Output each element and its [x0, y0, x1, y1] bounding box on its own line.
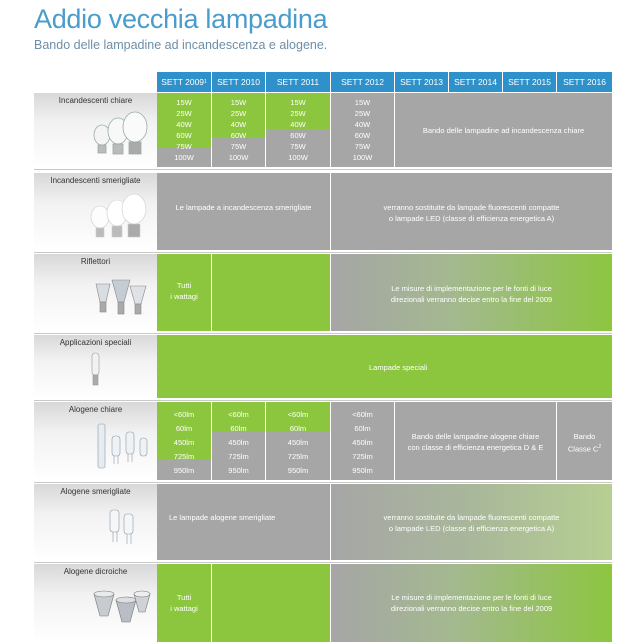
wattagi-text: i wattagi [170, 292, 198, 301]
value: 100W [228, 153, 249, 162]
ban-text-1: Bando delle lampadine alogene chiare [411, 432, 540, 441]
row-label-incandescenti-smerigliate [34, 173, 157, 250]
header-sett-2009 [157, 72, 211, 92]
value: 100W [174, 153, 194, 162]
misure-text-2: direzionali verranno decise entro la fine del 2009 [390, 604, 553, 613]
page-title: Addio vecchia lampadina [34, 4, 328, 34]
cell-lampade-speciali [157, 335, 612, 398]
reflector-bulbs-icon [34, 254, 157, 331]
cell-ban-alogene-chiare [395, 402, 556, 480]
special-bulb-icon [34, 335, 157, 398]
row-label-incandescenti-chiare [34, 93, 157, 167]
header-sett-2010: SETT 2010 [212, 72, 265, 92]
value: 450lm [352, 438, 373, 447]
value: 60lm [289, 424, 307, 433]
header-sett-2015: SETT 2015 [503, 72, 556, 92]
classe-c-text [557, 442, 612, 455]
misure-text-2: direzionali verranno decise entro la fine del 2009 [390, 295, 553, 304]
cell-riflettori-green [212, 254, 330, 331]
value: 450lm [228, 438, 249, 447]
cell-2010-alogene-chiare [212, 402, 265, 480]
footnote-mark: 1 [204, 79, 207, 85]
value: 25W [354, 109, 371, 118]
value: 950lm [352, 466, 373, 475]
cell-2009-alogene-chiare [157, 402, 211, 480]
values-2009 [157, 97, 211, 163]
value: 40W [230, 120, 247, 129]
row-label-riflettori [34, 254, 157, 331]
cell-riflettori-tutti [157, 254, 211, 331]
cell-bando-classe-c [557, 402, 612, 480]
value: 725lm [173, 452, 195, 461]
cell-dicroiche-green [212, 564, 330, 642]
cell-2010-incandescenti-chiare [212, 93, 265, 167]
values-2011 [266, 97, 330, 163]
classe-c-label: Classe C [567, 444, 599, 454]
cell-2009-incandescenti-chiare [157, 93, 211, 167]
value: 725lm [352, 452, 373, 461]
tutti-text: Tutti [176, 281, 192, 290]
row-label-alogene-dicroiche [34, 564, 157, 642]
value: <60lm [287, 410, 309, 419]
value: <60lm [228, 410, 249, 419]
ban-text: Bando delle lampadine ad incandescenza chiare [422, 126, 585, 135]
ban-text-2: con classe di efficienza energetica D & E [407, 443, 544, 452]
row-title: Incandescenti chiare [58, 96, 133, 105]
cell-2012-alogene-chiare [331, 402, 394, 480]
right-text-2: o lampade LED (classe di efficienza energetica A) [388, 214, 555, 223]
value: 40W [354, 120, 371, 129]
left-text: Le lampade alogene smerigliate [169, 513, 276, 522]
values-2010 [212, 97, 265, 163]
values-2011 [266, 408, 330, 478]
header-sett-2012: SETT 2012 [331, 72, 394, 92]
row-title: Alogene chiare [68, 405, 123, 414]
clear-bulbs-icon [34, 93, 157, 167]
cell-smerigliate-right [331, 173, 612, 250]
header-sett-2016: SETT 2016 [557, 72, 612, 92]
tutti-text: Tutti [176, 593, 192, 602]
values-2012 [331, 408, 394, 478]
value: 60lm [175, 424, 193, 433]
right-text-1: verranno sostituite da lampade fluorescenti compatte [383, 513, 560, 522]
cell-alogene-smerigliate-right [331, 484, 612, 560]
row-label-applicazioni-speciali [34, 335, 157, 398]
right-text-2: o lampade LED (classe di efficienza energetica A) [388, 524, 555, 533]
frosted-bulbs-icon [34, 173, 157, 250]
value: 40W [290, 120, 306, 129]
value: <60lm [173, 410, 195, 419]
right-text-1: verranno sostituite da lampade fluorescenti compatte [383, 203, 560, 212]
value: 25W [230, 109, 247, 118]
row-title: Riflettori [80, 257, 111, 266]
value: 75W [230, 142, 247, 151]
value: 950lm [287, 466, 309, 475]
value: 25W [290, 109, 306, 118]
value: 950lm [173, 466, 195, 475]
value: 950lm [228, 466, 249, 475]
value: 15W [176, 98, 192, 107]
values-2009 [157, 408, 211, 478]
row-label-alogene-smerigliate [34, 484, 157, 560]
value: 75W [290, 142, 306, 151]
value: 75W [354, 142, 371, 151]
page-subtitle: Bando delle lampadine ad incandescenza e alogene. [34, 38, 328, 52]
misure-text-1: Le misure di implementazione per le fonti di luce [391, 284, 552, 293]
wattagi-text: i wattagi [170, 604, 198, 613]
value: 60W [176, 131, 192, 140]
value: 15W [354, 98, 371, 107]
halogen-clear-icon [34, 402, 157, 480]
cell-smerigliate-left [157, 173, 330, 250]
header-sett-2014: SETT 2014 [449, 72, 502, 92]
value: 60lm [230, 424, 247, 433]
bando-text: Bando [573, 432, 596, 441]
cell-ban-incandescenti-chiare [395, 93, 612, 167]
value: 60W [354, 131, 371, 140]
cell-alogene-smerigliate-left [157, 484, 330, 560]
value: 75W [176, 142, 192, 151]
row-title: Alogene smerigliate [60, 487, 131, 496]
cell-2012-incandescenti-chiare [331, 93, 394, 167]
value: 450lm [287, 438, 309, 447]
value: 60W [290, 131, 306, 140]
cell-riflettori-misure [331, 254, 612, 331]
value: 60lm [354, 424, 371, 433]
value: 15W [290, 98, 306, 107]
left-text: Le lampade a incandescenza smerigliate [175, 203, 312, 212]
values-2010 [212, 408, 265, 478]
header-sett-2009-label: SETT 2009 [161, 77, 205, 87]
value: 725lm [287, 452, 309, 461]
value: 60W [230, 131, 247, 140]
halogen-frosted-icon [34, 484, 157, 560]
cell-2011-incandescenti-chiare [266, 93, 330, 167]
footnote-2: 2 [598, 444, 602, 450]
row-title: Alogene dicroiche [63, 567, 128, 576]
value: 100W [288, 153, 308, 162]
value: 450lm [173, 438, 195, 447]
value: 100W [352, 153, 373, 162]
value: 40W [176, 120, 192, 129]
lampade-speciali-text: Lampade speciali [369, 363, 428, 372]
cell-dicroiche-misure [331, 564, 612, 642]
header-sett-2013: SETT 2013 [395, 72, 448, 92]
dichroic-halogen-icon [34, 564, 157, 642]
value: <60lm [352, 410, 373, 419]
cell-2011-alogene-chiare [266, 402, 330, 480]
cell-dicroiche-tutti [157, 564, 211, 642]
misure-text-1: Le misure di implementazione per le fonti di luce [391, 593, 552, 602]
value: 15W [230, 98, 247, 107]
values-2012 [331, 97, 394, 163]
value: 725lm [228, 452, 249, 461]
header-sett-2011: SETT 2011 [266, 72, 330, 92]
value: 25W [176, 109, 192, 118]
row-title: Applicazioni speciali [59, 338, 132, 347]
row-title: Incandescenti smerigliate [50, 176, 141, 185]
row-label-alogene-chiare [34, 402, 157, 480]
